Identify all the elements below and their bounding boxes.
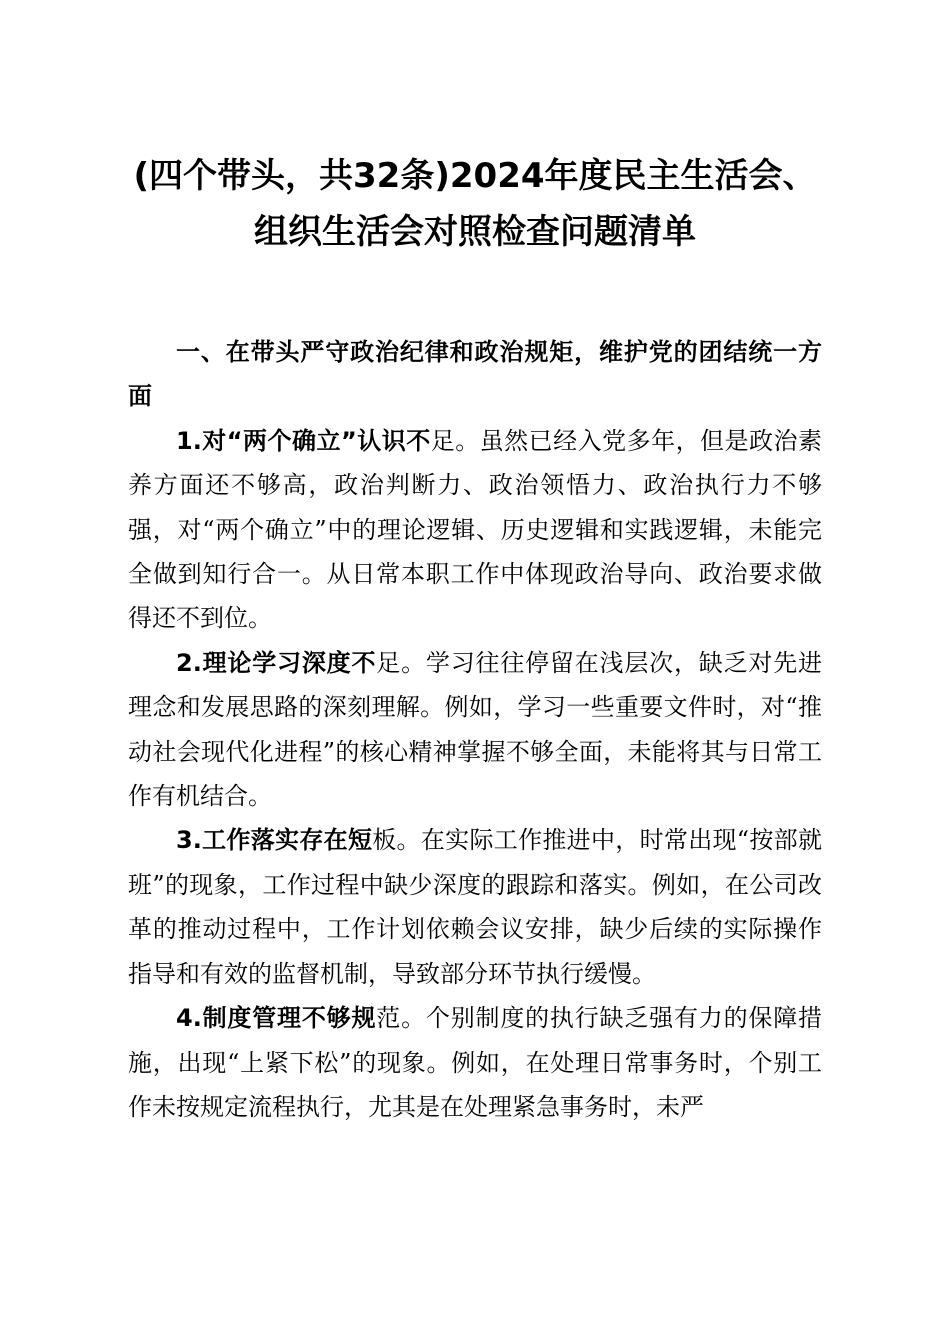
list-item — [128, 419, 822, 641]
section-heading: 一、在带头严守政治纪律和政治规矩，维护党的团结统一方面 — [128, 338, 822, 411]
list-item — [128, 641, 822, 819]
item-text: 板。在实际工作推进中，时常出现“按部就班”的现象，工作过程中缺少深度的跟踪和落实。例如，在公司改革的推动过程中，工作计划依赖会议安排，缺少后续的实际操作指导和有效的监督机制，导致部分环节执行缓慢。 — [128, 826, 822, 988]
title-line-2: 组织生活会对照检查问题清单 — [254, 212, 696, 252]
list-item — [128, 996, 822, 1129]
item-lead: 1.对“两个确立”认识不 — [176, 426, 431, 455]
item-text: 足。学习往往停留在浅层次，缺乏对先进理念和发展思路的深刻理解。例如，学习一些重要文件时，对“推动社会现代化进程”的核心精神掌握不够全面，未能将其与日常工作有机结合。 — [128, 648, 822, 811]
item-text: 足。虽然已经入党多年，但是政治素养方面还不够高，政治判断力、政治领悟力、政治执行力不够强，对“两个确立”中的理论逻辑、历史逻辑和实践逻辑，未能完全做到知行合一。从日常本职工作中体现政治导向、政治要求做得还不到位。 — [128, 426, 823, 633]
item-text: 范。个别制度的执行缺乏强有力的保障措施，出现“上紧下松”的现象。例如，在处理日常事务时，个别工作未按规定流程执行，尤其是在处理紧急事务时，未严 — [128, 1004, 822, 1121]
document-body — [128, 330, 822, 1129]
document-title — [110, 148, 840, 260]
list-item — [128, 818, 822, 996]
item-lead: 3.工作落实存在短 — [176, 826, 373, 855]
title-line-1: (四个带头，共32条)2024年度民主生活会、 — [133, 156, 817, 196]
item-lead: 2.理论学习深度不 — [176, 648, 377, 677]
item-lead: 4.制度管理不够规 — [176, 1004, 377, 1033]
